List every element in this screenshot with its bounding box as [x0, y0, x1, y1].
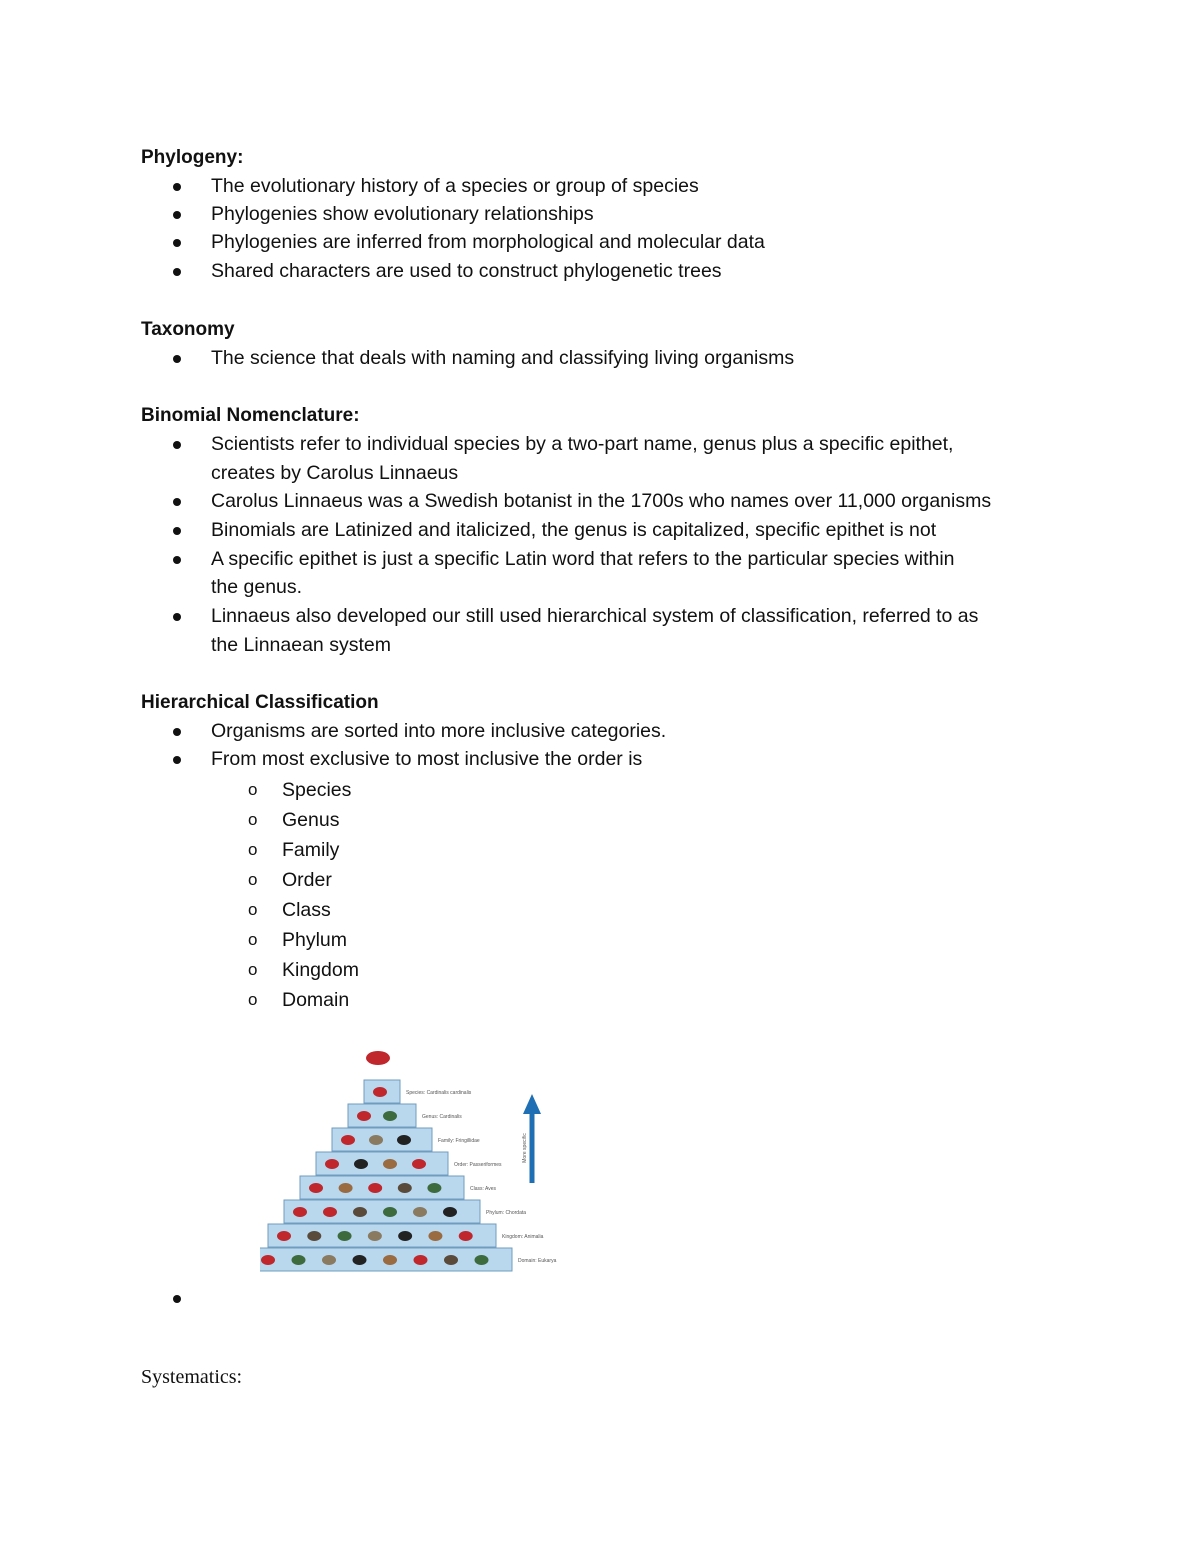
pyramid-level-label: Kingdom: Animalia	[502, 1234, 544, 1240]
organism-icon	[368, 1231, 382, 1241]
sub-item-text: Order	[282, 869, 332, 891]
sub-item-text: Kingdom	[282, 959, 359, 981]
bullet-icon	[173, 355, 181, 363]
sub-item-text: Class	[282, 899, 331, 921]
organism-icon	[414, 1255, 428, 1265]
pyramid-level-label: Class: Aves	[470, 1186, 497, 1192]
organism-icon	[412, 1159, 426, 1169]
organism-icon	[307, 1231, 321, 1241]
circle-bullet-icon: o	[248, 960, 258, 979]
bullet-text: The science that deals with naming and classifying living organisms	[211, 347, 795, 369]
organism-icon	[325, 1159, 339, 1169]
organism-icon	[383, 1159, 397, 1169]
organism-icon	[323, 1207, 337, 1217]
organism-icon	[427, 1183, 441, 1193]
organism-icon	[261, 1255, 275, 1265]
heading-phylogeny: Phylogeny:	[141, 147, 244, 168]
pyramid-level-label: Phylum: Chordata	[486, 1210, 527, 1216]
organism-icon	[373, 1087, 387, 1097]
sub-item-text: Species	[282, 779, 352, 801]
pyramid-tier	[332, 1128, 480, 1151]
bullet-text: Linnaeus also developed our still used hierarchical system of classification, referred to as	[211, 605, 979, 627]
circle-bullet-icon: o	[248, 780, 258, 799]
organism-icon	[353, 1255, 367, 1265]
bullet-icon	[173, 498, 181, 506]
pyramid-level-label: Species: Cardinalis cardinalis	[406, 1090, 472, 1096]
bullet-text: Organisms are sorted into more inclusive categories.	[211, 720, 667, 742]
organism-icon	[277, 1231, 291, 1241]
bullet-text: the genus.	[211, 576, 303, 598]
organism-icon	[368, 1183, 382, 1193]
pyramid-svg	[260, 1048, 560, 1293]
organism-icon	[383, 1207, 397, 1217]
sub-item-text: Domain	[282, 989, 350, 1011]
arrow-label: More specific	[522, 1133, 528, 1163]
pyramid-level-label: Family: Fringillidae	[438, 1138, 480, 1144]
heading-systematics: Systematics:	[141, 1366, 243, 1388]
pyramid-level-label: Genus: Cardinalis	[422, 1114, 462, 1120]
pyramid-level-label: Domain: Eukarya	[518, 1258, 557, 1264]
cardinal-icon	[366, 1051, 390, 1065]
organism-icon	[397, 1135, 411, 1145]
circle-bullet-icon: o	[248, 990, 258, 1009]
organism-icon	[383, 1255, 397, 1265]
bullet-text: The evolutionary history of a species or group of species	[211, 175, 699, 197]
circle-bullet-icon: o	[248, 840, 258, 859]
bullet-text: creates by Carolus Linnaeus	[211, 462, 459, 484]
bullet-icon	[173, 556, 181, 564]
pyramid-tier	[300, 1176, 497, 1199]
bullet-icon	[173, 183, 181, 191]
bullet-icon	[173, 728, 181, 736]
organism-icon	[444, 1255, 458, 1265]
circle-bullet-icon: o	[248, 870, 258, 889]
bullet-icon	[173, 527, 181, 535]
bullet-icon	[173, 211, 181, 219]
bullet-icon	[173, 441, 181, 449]
bullet-text: the Linnaean system	[211, 634, 391, 656]
bullet-icon	[173, 613, 181, 621]
organism-icon	[309, 1183, 323, 1193]
bullet-text: A specific epithet is just a specific Latin word that refers to the particular species within	[211, 548, 955, 570]
bullet-text: Phylogenies are inferred from morphological and molecular data	[211, 231, 765, 253]
pyramid-tier	[268, 1224, 544, 1247]
sub-item-text: Family	[282, 839, 340, 861]
bullet-icon	[173, 239, 181, 247]
heading-binomial-nomenclature: Binomial Nomenclature:	[141, 405, 360, 426]
organism-icon	[398, 1231, 412, 1241]
organism-icon	[338, 1231, 352, 1241]
heading-taxonomy: Taxonomy	[141, 319, 235, 340]
sub-item-text: Genus	[282, 809, 340, 831]
arrow-head-icon	[523, 1094, 541, 1114]
pyramid-tier	[260, 1248, 557, 1271]
pyramid-tier	[316, 1152, 502, 1175]
organism-icon	[341, 1135, 355, 1145]
bullet-text: Carolus Linnaeus was a Swedish botanist in the 1700s who names over 11,000 organisms	[211, 490, 992, 512]
organism-icon	[369, 1135, 383, 1145]
circle-bullet-icon: o	[248, 900, 258, 919]
sub-item-text: Phylum	[282, 929, 348, 951]
bullet-text: Binomials are Latinized and italicized, the genus is capitalized, specific epithet is not	[211, 519, 937, 541]
organism-icon	[357, 1111, 371, 1121]
organism-icon	[353, 1207, 367, 1217]
organism-icon	[459, 1231, 473, 1241]
bullet-text: Phylogenies show evolutionary relationships	[211, 203, 594, 225]
pyramid-level-label: Order: Passeriformes	[454, 1162, 502, 1168]
organism-icon	[354, 1159, 368, 1169]
pyramid-tier	[348, 1104, 462, 1127]
organism-icon	[292, 1255, 306, 1265]
organism-icon	[383, 1111, 397, 1121]
classification-pyramid-figure	[260, 1048, 560, 1293]
organism-icon	[322, 1255, 336, 1265]
bullet-icon	[173, 756, 181, 764]
organism-icon	[398, 1183, 412, 1193]
organism-icon	[413, 1207, 427, 1217]
organism-icon	[475, 1255, 489, 1265]
organism-icon	[339, 1183, 353, 1193]
bullet-text: Scientists refer to individual species by a two-part name, genus plus a specific epithet,	[211, 433, 954, 455]
bullet-icon	[173, 268, 181, 276]
specificity-arrow	[522, 1094, 541, 1183]
organism-icon	[428, 1231, 442, 1241]
circle-bullet-icon: o	[248, 930, 258, 949]
organism-icon	[293, 1207, 307, 1217]
bullet-icon	[173, 1295, 181, 1303]
pyramid-tier	[364, 1080, 472, 1103]
pyramid-tier	[284, 1200, 526, 1223]
circle-bullet-icon: o	[248, 810, 258, 829]
organism-icon	[443, 1207, 457, 1217]
bullet-text: Shared characters are used to construct phylogenetic trees	[211, 260, 722, 282]
heading-hierarchical-classification: Hierarchical Classification	[141, 692, 379, 713]
bullet-text: From most exclusive to most inclusive the order is	[211, 748, 643, 770]
